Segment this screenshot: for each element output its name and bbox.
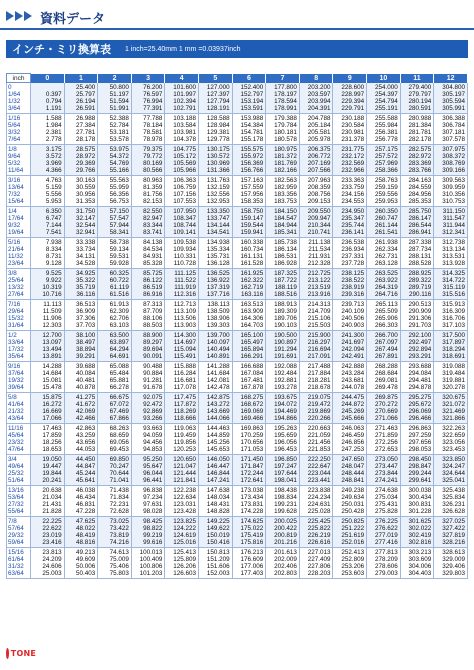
column-header: 10 — [367, 74, 401, 83]
mm-value-cell: 77.788 78.184 78.581 78.978 — [131, 114, 165, 145]
mm-value-cell: 1.588 1.984 2.381 2.778 — [31, 114, 65, 145]
inch-fraction-cell: 1/2 33/64 17/32 35/64 — [7, 331, 31, 362]
mm-value-cell: 80.963 81.359 81.756 82.153 — [131, 176, 165, 207]
mm-value-cell: 230.188 230.584 230.981 231.378 — [333, 114, 367, 145]
mm-value-cell: 322.263 322.659 323.056 323.453 — [434, 424, 468, 455]
mm-value-cell: 127.000 127.397 127.794 128.191 — [199, 83, 233, 114]
mm-value-cell: 158.750 159.147 159.544 159.941 — [232, 207, 266, 238]
table-row — [7, 548, 468, 579]
mm-value-cell: 149.225 149.622 150.019 150.416 — [199, 517, 233, 548]
mm-value-cell: 28.575 28.972 29.369 29.766 — [64, 145, 98, 176]
mm-value-cell: 279.400 279.797 280.194 280.591 — [400, 83, 434, 114]
mm-value-cell: 314.325 314.722 315.119 315.516 — [434, 269, 468, 300]
mm-value-cell: 187.325 187.722 188.119 188.516 — [266, 269, 300, 300]
column-header: 12 — [434, 74, 468, 83]
mm-value-cell: 319.088 319.484 319.881 320.278 — [434, 362, 468, 393]
inch-fraction-cell: 1/8 9/64 5/32 11/64 — [7, 145, 31, 176]
mm-value-cell: 76.200 76.597 76.994 77.391 — [131, 83, 165, 114]
mm-value-cell: 61.913 62.309 62.706 63.103 — [98, 300, 132, 331]
table-header-row — [7, 74, 468, 83]
mm-value-cell: 120.650 121.047 121.444 121.841 — [165, 455, 199, 486]
column-header: 6 — [232, 74, 266, 83]
mm-value-cell: 31.750 32.147 32.544 32.941 — [64, 207, 98, 238]
mm-value-cell: 320.675 321.072 321.469 321.866 — [434, 393, 468, 424]
mm-value-cell: 301.625 302.022 302.419 302.816 — [400, 517, 434, 548]
mm-value-cell: 82.550 82.947 83.344 83.741 — [131, 207, 165, 238]
mm-value-cell: 260.350 260.747 261.144 261.541 — [367, 207, 401, 238]
mm-value-cell: 328.613 329.009 329.406 329.803 — [434, 548, 468, 579]
mm-value-cell: 50.800 51.197 51.594 51.991 — [98, 83, 132, 114]
logo-text: TONE — [10, 649, 36, 658]
mm-value-cell: 285.750 286.147 286.544 286.941 — [400, 207, 434, 238]
mm-value-cell: 63.500 63.897 64.294 64.691 — [98, 331, 132, 362]
triple-arrow-icon — [6, 11, 32, 21]
mm-value-cell: 284.163 284.559 284.956 285.353 — [400, 176, 434, 207]
mm-value-cell: 122.238 122.634 123.031 123.428 — [165, 486, 199, 517]
mm-value-cell: 255.588 255.984 256.381 256.778 — [367, 114, 401, 145]
mm-value-cell: 282.575 282.972 283.369 283.766 — [400, 145, 434, 176]
inch-fraction-cell: 1/16 5/64 3/32 7/64 — [7, 114, 31, 145]
mm-value-cell: 90.488 90.884 91.281 91.678 — [131, 362, 165, 393]
mm-value-cell: 250.825 251.222 251.619 252.016 — [333, 517, 367, 548]
mm-value-cell: 14.288 14.684 15.081 15.478 — [31, 362, 65, 393]
mm-value-cell: 242.888 243.284 243.681 244.078 — [333, 362, 367, 393]
inch-fraction-cell: 1/4 17/64 9/32 19/64 — [7, 207, 31, 238]
mm-value-cell: 231.775 232.172 232.569 232.966 — [333, 145, 367, 176]
mm-value-cell: 303.213 303.609 304.006 304.403 — [400, 548, 434, 579]
mm-value-cell: 25.400 25.797 26.194 26.591 — [64, 83, 98, 114]
mm-value-cell: 144.463 144.859 145.256 145.653 — [199, 424, 233, 455]
mm-value-cell: 109.538 109.934 110.331 110.728 — [165, 238, 199, 269]
mm-value-cell: 160.338 160.734 161.131 161.528 — [232, 238, 266, 269]
mm-value-cell: 225.425 225.822 226.219 226.616 — [299, 517, 333, 548]
mm-value-cell: 98.425 98.822 99.219 99.616 — [131, 517, 165, 548]
mm-value-cell: 58.738 59.134 59.531 59.928 — [98, 238, 132, 269]
mm-value-cell: 196.850 197.247 197.644 198.041 — [266, 455, 300, 486]
column-header: 9 — [333, 74, 367, 83]
mm-value-cell: 234.950 235.347 235.744 236.141 — [333, 207, 367, 238]
mm-value-cell: 55.563 55.959 56.356 56.753 — [98, 176, 132, 207]
mm-value-cell: 136.525 136.922 137.319 137.716 — [199, 269, 233, 300]
column-header: 1 — [64, 74, 98, 83]
mm-value-cell: 47.625 48.022 48.419 48.816 — [64, 517, 98, 548]
mm-value-cell: 34.925 35.322 35.719 36.116 — [64, 269, 98, 300]
mm-value-cell: 73.025 73.422 73.819 74.216 — [98, 517, 132, 548]
mm-value-cell: 49.213 49.609 50.006 50.403 — [64, 548, 98, 579]
inch-fraction-cell: 0 1/64 1/32 3/64 — [7, 83, 31, 114]
mm-value-cell: 20.638 21.034 21.431 21.828 — [31, 486, 65, 517]
mm-value-cell: 4.763 5.159 5.556 5.953 — [31, 176, 65, 207]
column-header: 4 — [165, 74, 199, 83]
mm-value-cell: 233.363 233.759 234.156 234.553 — [333, 176, 367, 207]
mm-value-cell: 185.738 186.134 186.531 186.928 — [266, 238, 300, 269]
mm-value-cell: 288.925 289.322 289.719 290.116 — [400, 269, 434, 300]
column-header: 5 — [199, 74, 233, 83]
mm-value-cell: 212.725 213.122 213.519 213.916 — [299, 269, 333, 300]
mm-value-cell: 57.150 57.547 57.944 58.341 — [98, 207, 132, 238]
mm-value-cell: 103.188 103.584 103.981 104.378 — [165, 114, 199, 145]
mm-value-cell: 152.400 152.797 153.194 153.591 — [232, 83, 266, 114]
mm-value-cell: 200.025 200.422 200.819 201.216 — [266, 517, 300, 548]
header-divider — [0, 28, 474, 30]
table-row — [7, 300, 468, 331]
conversion-factor-note: 1 inch=25.40mm 1 mm =0.03937inch — [125, 45, 241, 53]
mm-value-cell: 238.125 238.522 238.919 239.316 — [333, 269, 367, 300]
table-row — [7, 393, 468, 424]
mm-value-cell: 195.263 195.659 196.056 196.453 — [266, 424, 300, 455]
mm-value-cell: 268.288 268.684 269.081 269.478 — [367, 362, 401, 393]
mm-value-cell: 146.050 146.447 146.844 147.241 — [199, 455, 233, 486]
mm-value-cell: 95.250 95.647 96.044 96.441 — [131, 455, 165, 486]
brand-logo — [6, 645, 36, 662]
column-header: 2 — [98, 74, 132, 83]
mm-value-cell: 114.300 114.697 115.094 115.491 — [165, 331, 199, 362]
mm-value-cell: 198.438 198.834 199.231 199.628 — [266, 486, 300, 517]
mm-value-cell: 211.138 211.534 211.931 212.328 — [299, 238, 333, 269]
mm-value-cell: 155.575 155.972 156.369 156.766 — [232, 145, 266, 176]
mm-value-cell: 179.388 179.784 180.181 180.578 — [266, 114, 300, 145]
mm-value-cell: 101.600 101.997 102.394 102.791 — [165, 83, 199, 114]
mm-value-cell: 79.375 79.772 80.169 80.566 — [131, 145, 165, 176]
mm-value-cell: 44.450 44.847 45.244 45.641 — [64, 455, 98, 486]
mm-value-cell: 311.150 311.547 311.944 312.341 — [434, 207, 468, 238]
table-row — [7, 83, 468, 114]
mm-value-cell: 53.975 54.372 54.769 55.166 — [98, 145, 132, 176]
mm-value-cell: 247.650 248.047 248.444 248.841 — [333, 455, 367, 486]
mm-value-cell: 168.275 168.672 169.069 169.466 — [232, 393, 266, 424]
inch-fraction-cell: 3/4 49/64 25/32 51/64 — [7, 455, 31, 486]
table-title-banner — [6, 40, 468, 58]
mm-value-cell: 125.413 125.809 126.206 126.603 — [165, 548, 199, 579]
mm-value-cell: 36.513 36.909 37.306 37.703 — [64, 300, 98, 331]
mm-value-cell: 177.800 178.197 178.594 178.991 — [266, 83, 300, 114]
logo-mark-icon — [6, 648, 9, 659]
mm-value-cell: 325.438 325.834 326.231 326.628 — [434, 486, 468, 517]
mm-value-cell: 153.988 154.384 154.781 155.178 — [232, 114, 266, 145]
mm-value-cell: 166.688 167.084 167.481 167.878 — [232, 362, 266, 393]
mm-value-cell: 12.700 13.097 13.494 13.891 — [31, 331, 65, 362]
mm-value-cell: 306.388 306.784 307.181 307.578 — [434, 114, 468, 145]
column-header: 11 — [400, 74, 434, 83]
mm-value-cell: 222.250 222.647 223.044 223.441 — [299, 455, 333, 486]
mm-value-cell: 315.913 316.309 316.706 317.103 — [434, 300, 468, 331]
mm-value-cell: 290.513 290.909 291.306 291.703 — [400, 300, 434, 331]
mm-value-cell: 22.225 22.622 23.019 23.416 — [31, 517, 65, 548]
mm-value-cell: 150.813 151.209 151.606 152.003 — [199, 548, 233, 579]
mm-value-cell: 273.050 273.447 273.844 274.241 — [367, 455, 401, 486]
mm-value-cell: 214.313 214.709 215.106 215.503 — [299, 300, 333, 331]
mm-value-cell: 111.125 111.522 111.919 112.316 — [165, 269, 199, 300]
mm-value-cell: 138.113 138.509 138.906 139.303 — [199, 300, 233, 331]
mm-value-cell: 161.925 162.322 162.719 163.116 — [232, 269, 266, 300]
mm-value-cell: 163.513 163.909 164.306 164.703 — [232, 300, 266, 331]
inch-fraction-cell: 3/16 13/64 7/32 15/64 — [7, 176, 31, 207]
mm-value-cell: 3.175 3.572 3.969 4.366 — [31, 145, 65, 176]
mm-value-cell: 296.863 297.259 297.656 298.053 — [400, 424, 434, 455]
mm-value-cell: 184.150 184.547 184.944 185.341 — [266, 207, 300, 238]
mm-value-cell: 85.725 86.122 86.519 86.916 — [131, 269, 165, 300]
mm-value-cell: 188.913 189.309 189.706 190.103 — [266, 300, 300, 331]
corner-header: inch — [7, 74, 31, 83]
mm-value-cell: 147.638 148.034 148.431 148.828 — [199, 486, 233, 517]
inch-fraction-cell: 7/16 29/64 15/32 31/64 — [7, 300, 31, 331]
table-row — [7, 176, 468, 207]
mm-value-cell: 84.138 84.534 84.931 85.328 — [131, 238, 165, 269]
mm-value-cell: 15.875 16.272 16.669 17.066 — [31, 393, 65, 424]
table-row — [7, 238, 468, 269]
mm-value-cell: 171.450 171.847 172.244 172.641 — [232, 455, 266, 486]
section-title: 資料データ — [40, 11, 106, 26]
mm-value-cell: 304.800 305.197 305.594 305.991 — [434, 83, 468, 114]
inch-fraction-cell: 15/16 61/64 31/32 63/64 — [7, 548, 31, 579]
table-row — [7, 486, 468, 517]
mm-value-cell: 92.075 92.472 92.869 93.266 — [131, 393, 165, 424]
mm-value-cell: 207.963 208.359 208.756 209.153 — [299, 176, 333, 207]
mm-value-cell: 131.763 132.159 132.556 132.953 — [199, 176, 233, 207]
column-header: 3 — [131, 74, 165, 83]
mm-value-cell: 115.888 116.284 116.681 117.078 — [165, 362, 199, 393]
mm-value-cell: 69.850 70.247 70.644 71.041 — [98, 455, 132, 486]
mm-value-cell: 41.275 41.672 42.069 42.466 — [64, 393, 98, 424]
mm-value-cell: 88.900 89.297 89.694 90.091 — [131, 331, 165, 362]
table-row — [7, 362, 468, 393]
mm-value-cell: 244.475 244.872 245.269 245.666 — [333, 393, 367, 424]
mm-value-cell: 38.100 38.497 38.894 39.291 — [64, 331, 98, 362]
mm-value-cell: 209.550 209.947 210.344 210.741 — [299, 207, 333, 238]
mm-value-cell: 280.988 281.384 281.781 282.178 — [400, 114, 434, 145]
mm-value-cell: 276.225 276.622 277.019 277.416 — [367, 517, 401, 548]
table-row — [7, 269, 468, 300]
mm-value-cell: 176.213 176.609 177.006 177.403 — [232, 548, 266, 579]
mm-value-cell: 292.100 292.497 292.894 293.291 — [400, 331, 434, 362]
mm-value-cell: 96.838 97.234 97.631 98.028 — [131, 486, 165, 517]
mm-value-cell: 190.500 190.897 191.294 191.691 — [266, 331, 300, 362]
mm-value-cell: 26.988 27.384 27.781 28.178 — [64, 114, 98, 145]
mm-value-cell: 39.688 40.084 40.481 40.878 — [64, 362, 98, 393]
mm-value-cell: 46.038 46.434 46.831 47.228 — [64, 486, 98, 517]
mm-value-cell: 274.638 275.034 275.431 275.828 — [367, 486, 401, 517]
inch-fraction-cell: 5/8 41/64 21/32 43/64 — [7, 393, 31, 424]
mm-value-cell: 134.938 135.334 135.731 136.128 — [199, 238, 233, 269]
mm-value-cell: 217.488 217.884 218.281 218.678 — [299, 362, 333, 393]
column-header: 0 — [31, 74, 65, 83]
mm-value-cell: 33.338 33.734 34.131 34.528 — [64, 238, 98, 269]
mm-value-cell: 130.175 130.572 130.969 131.366 — [199, 145, 233, 176]
mm-value-cell: 317.500 317.897 318.294 318.691 — [434, 331, 468, 362]
mm-value-cell: 68.263 68.659 69.056 69.453 — [98, 424, 132, 455]
inch-fraction-cell: 13/16 53/64 27/32 55/64 — [7, 486, 31, 517]
mm-value-cell: 300.038 300.434 300.831 301.228 — [400, 486, 434, 517]
mm-value-cell: 157.163 157.559 157.956 158.353 — [232, 176, 266, 207]
mm-value-cell: 307.975 308.372 308.769 309.166 — [434, 145, 468, 176]
mm-value-cell: 112.713 113.109 113.506 113.903 — [165, 300, 199, 331]
mm-value-cell: 323.850 324.247 324.644 325.041 — [434, 455, 468, 486]
table-row — [7, 455, 468, 486]
mm-value-cell: 269.875 270.272 270.669 271.066 — [367, 393, 401, 424]
mm-value-cell: 203.200 203.597 203.994 204.391 — [299, 83, 333, 114]
mm-value-cell: 206.375 206.772 207.169 207.566 — [299, 145, 333, 176]
mm-value-cell: 246.063 246.459 246.856 247.253 — [333, 424, 367, 455]
mm-value-cell: 123.825 124.222 124.619 125.016 — [165, 517, 199, 548]
mm-value-cell: 293.688 294.084 294.481 294.878 — [400, 362, 434, 393]
mm-value-cell: 258.763 259.159 259.556 259.953 — [367, 176, 401, 207]
mm-value-cell: 295.275 295.672 296.069 296.466 — [400, 393, 434, 424]
mm-value-cell: 139.700 140.097 140.494 140.891 — [199, 331, 233, 362]
mm-value-cell: 193.675 194.072 194.469 194.866 — [266, 393, 300, 424]
mm-value-cell: 117.475 117.872 118.269 118.666 — [165, 393, 199, 424]
mm-value-cell: 30.163 30.559 30.956 31.353 — [64, 176, 98, 207]
mm-value-cell: 236.538 236.934 237.331 237.728 — [333, 238, 367, 269]
mm-value-cell: 327.025 327.422 327.819 328.216 — [434, 517, 468, 548]
mm-value-cell: 52.388 52.784 53.181 53.578 — [98, 114, 132, 145]
mm-value-cell: 17.463 17.859 18.256 18.653 — [31, 424, 65, 455]
mm-value-cell: 119.063 119.459 119.856 120.253 — [165, 424, 199, 455]
mm-value-cell: 249.238 249.634 250.031 250.428 — [333, 486, 367, 517]
mm-value-cell: 182.563 182.959 183.356 183.753 — [266, 176, 300, 207]
mm-value-cell: 165.100 165.497 165.894 166.291 — [232, 331, 266, 362]
mm-value-cell: 9.525 9.922 10.319 10.716 — [31, 269, 65, 300]
mm-value-cell: 223.838 224.234 224.631 225.028 — [299, 486, 333, 517]
table-row — [7, 207, 468, 238]
mm-value-cell: 133.350 133.747 134.144 134.541 — [199, 207, 233, 238]
mm-value-cell: 6.350 6.747 7.144 7.541 — [31, 207, 65, 238]
mm-value-cell: 215.900 216.297 216.694 217.091 — [299, 331, 333, 362]
mm-value-cell: 227.013 227.409 227.806 228.203 — [299, 548, 333, 579]
inch-mm-conversion-table — [6, 73, 468, 579]
inch-fraction-cell: 11/16 45/64 23/32 47/64 — [7, 424, 31, 455]
mm-value-cell: 228.600 228.997 229.394 229.791 — [333, 83, 367, 114]
mm-value-cell: 66.675 67.072 67.469 67.866 — [98, 393, 132, 424]
mm-value-cell: 74.613 75.009 75.406 75.803 — [98, 548, 132, 579]
mm-value-cell: 309.563 309.959 310.356 310.753 — [434, 176, 468, 207]
mm-value-cell: 266.700 267.097 267.494 267.891 — [367, 331, 401, 362]
inch-fraction-cell: 5/16 21/64 11/32 23/64 — [7, 238, 31, 269]
mm-value-cell: 298.450 298.847 299.244 299.641 — [400, 455, 434, 486]
table-row — [7, 145, 468, 176]
mm-value-cell: 257.175 257.572 257.969 258.366 — [367, 145, 401, 176]
mm-value-cell: 201.613 202.009 202.406 202.803 — [266, 548, 300, 579]
mm-value-cell: 312.738 313.134 313.531 313.928 — [434, 238, 468, 269]
page-header — [0, 0, 474, 40]
mm-value-cell: 180.975 181.372 181.769 182.166 — [266, 145, 300, 176]
mm-value-cell: 261.938 262.334 262.731 263.128 — [367, 238, 401, 269]
inch-fraction-cell: 9/16 37/64 19/32 39/64 — [7, 362, 31, 393]
mm-value-cell: 239.713 240.109 240.506 240.903 — [333, 300, 367, 331]
mm-value-cell: 142.875 143.272 143.669 144.066 — [199, 393, 233, 424]
mm-value-cell: 19.050 19.447 19.844 20.241 — [31, 455, 65, 486]
mm-value-cell: 71.438 71.834 72.231 72.628 — [98, 486, 132, 517]
mm-value-cell: 169.863 170.259 170.656 171.053 — [232, 424, 266, 455]
mm-value-cell: 241.300 241.697 242.094 242.491 — [333, 331, 367, 362]
mm-value-cell: 204.788 205.184 205.581 205.978 — [299, 114, 333, 145]
table-row — [7, 424, 468, 455]
mm-value-cell: 106.363 106.759 107.156 107.553 — [165, 176, 199, 207]
mm-value-cell: 100.013 100.409 100.806 101.203 — [131, 548, 165, 579]
mm-value-cell: 128.588 128.984 129.381 129.778 — [199, 114, 233, 145]
mm-value-cell: 174.625 175.022 175.419 175.816 — [232, 517, 266, 548]
mm-value-cell: 141.288 141.684 142.081 142.478 — [199, 362, 233, 393]
mm-value-cell: 0.397 0.794 1.191 — [31, 83, 65, 114]
mm-value-cell: 254.000 254.397 254.794 255.191 — [367, 83, 401, 114]
inch-fraction-cell: 3/8 25/64 13/32 27/64 — [7, 269, 31, 300]
table-title: インチ・ミリ換算表 — [12, 44, 111, 56]
mm-value-cell: 93.663 94.059 94.456 94.853 — [131, 424, 165, 455]
mm-value-cell: 271.463 271.859 272.256 272.653 — [367, 424, 401, 455]
mm-value-cell: 42.863 43.259 43.656 44.053 — [64, 424, 98, 455]
mm-value-cell: 107.950 108.347 108.744 109.141 — [165, 207, 199, 238]
mm-value-cell: 104.775 105.172 105.569 105.966 — [165, 145, 199, 176]
table-row — [7, 517, 468, 548]
mm-value-cell: 220.663 221.059 221.456 221.853 — [299, 424, 333, 455]
column-header: 8 — [299, 74, 333, 83]
mm-value-cell: 65.088 65.484 65.881 66.278 — [98, 362, 132, 393]
mm-value-cell: 265.113 265.509 265.906 266.303 — [367, 300, 401, 331]
mm-value-cell: 252.413 252.809 253.206 253.603 — [333, 548, 367, 579]
mm-value-cell: 277.813 278.209 278.606 279.003 — [367, 548, 401, 579]
mm-value-cell: 192.088 192.484 192.881 193.278 — [266, 362, 300, 393]
inch-fraction-cell: 7/8 57/64 29/32 59/64 — [7, 517, 31, 548]
mm-value-cell: 287.338 287.734 288.131 288.528 — [400, 238, 434, 269]
mm-value-cell: 60.325 60.722 61.119 61.516 — [98, 269, 132, 300]
mm-value-cell: 7.938 8.334 8.731 9.128 — [31, 238, 65, 269]
mm-value-cell: 173.038 173.434 173.831 174.228 — [232, 486, 266, 517]
table-row — [7, 331, 468, 362]
column-header: 7 — [266, 74, 300, 83]
mm-value-cell: 23.813 24.209 24.606 25.003 — [31, 548, 65, 579]
mm-value-cell: 11.113 11.509 11.906 12.303 — [31, 300, 65, 331]
table-row — [7, 114, 468, 145]
mm-value-cell: 263.525 263.922 264.319 264.716 — [367, 269, 401, 300]
mm-value-cell: 87.313 87.709 88.106 88.503 — [131, 300, 165, 331]
mm-value-cell: 219.075 219.472 219.869 220.266 — [299, 393, 333, 424]
